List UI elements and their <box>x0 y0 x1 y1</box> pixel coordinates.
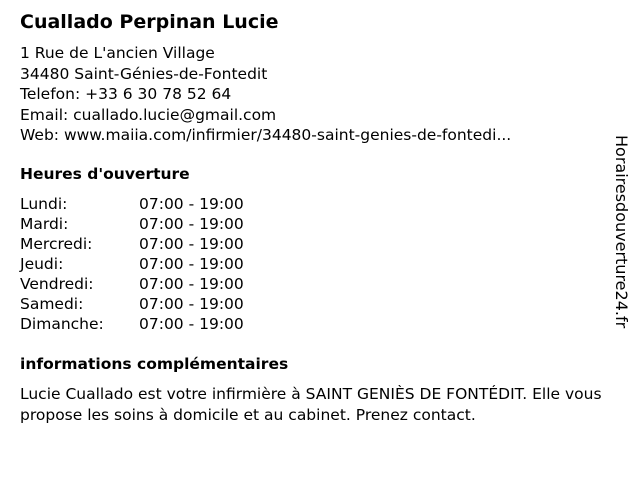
hours-row-wednesday <box>20 234 244 254</box>
hours-time: 07:00 - 19:00 <box>139 215 244 233</box>
hours-day: Jeudi: <box>20 255 64 273</box>
brand-text: Horairesdouverture24.fr <box>612 135 631 329</box>
hours-day: Mercredi: <box>20 235 93 253</box>
address-line-2: 34480 Saint-Génies-de-Fontedit <box>20 64 268 83</box>
hours-time: 07:00 - 19:00 <box>139 255 244 273</box>
web-line: Web: www.maiia.com/infirmier/34480-saint-genies-de-fontedi... <box>20 126 512 144</box>
hours-day: Vendredi: <box>20 275 94 293</box>
hours-day: Dimanche: <box>20 315 104 333</box>
business-name: Cuallado Perpinan Lucie <box>20 11 279 33</box>
hours-time: 07:00 - 19:00 <box>139 275 244 293</box>
hours-row-tuesday <box>20 214 244 234</box>
hours-row-sunday <box>20 314 244 334</box>
hours-day: Mardi: <box>20 215 69 233</box>
hours-day: Samedi: <box>20 295 84 313</box>
hours-day: Lundi: <box>20 195 68 213</box>
contact-block <box>20 43 511 146</box>
hours-time: 07:00 - 19:00 <box>139 195 244 213</box>
additional-info-text: Lucie Cuallado est votre infirmière à SAINT GENIÈS DE FONTÉDIT. Elle vous propose les soins à domicile et au cabinet. Prenez contact. <box>20 385 602 424</box>
hours-time: 07:00 - 19:00 <box>139 315 244 333</box>
additional-info-heading: informations complémentaires <box>20 355 289 373</box>
address-line-1: 1 Rue de L'ancien Village <box>20 44 215 62</box>
opening-hours-heading: Heures d'ouverture <box>20 165 190 183</box>
hours-row-thursday <box>20 254 244 274</box>
hours-time: 07:00 - 19:00 <box>139 295 244 313</box>
phone-line: Telefon: +33 6 30 78 52 64 <box>20 85 232 103</box>
hours-row-friday <box>20 274 244 294</box>
opening-hours-list <box>20 194 244 334</box>
hours-row-monday <box>20 194 244 214</box>
email-line: Email: cuallado.lucie@gmail.com <box>20 105 277 124</box>
hours-row-saturday <box>20 294 244 314</box>
brand-watermark <box>602 135 638 375</box>
hours-time: 07:00 - 19:00 <box>139 235 244 253</box>
